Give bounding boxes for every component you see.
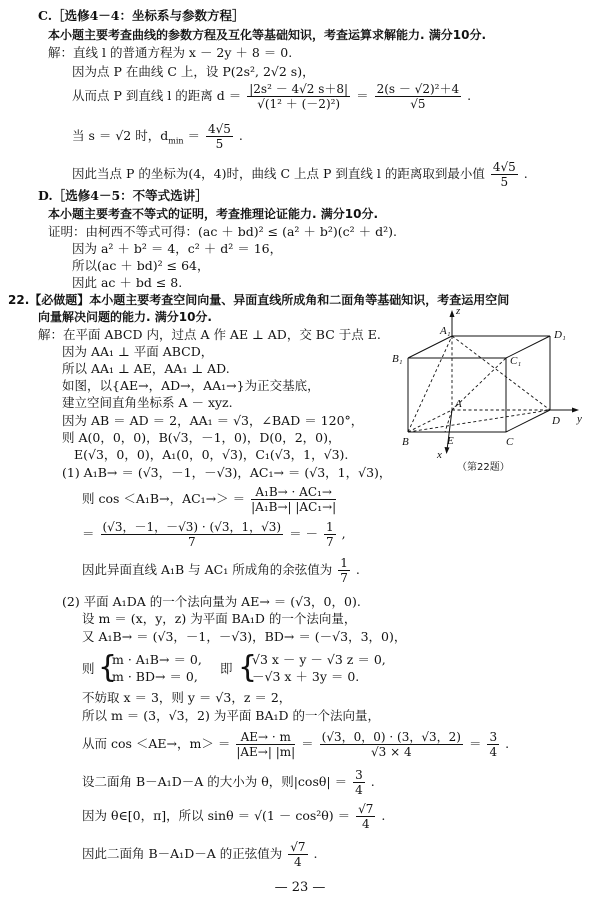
cos-fraction-3 (236, 730, 295, 759)
frac-denominator: 7 (340, 571, 348, 585)
dmin-lead: 当 s ＝ √2 时，d (72, 128, 169, 143)
frac-numerator: A₁B→ · AC₁→ (251, 485, 336, 500)
solution-line-2: 因为 AA₁ ⊥ 平面 ABCD， (62, 344, 214, 359)
frac-denominator: |AE→| |m| (236, 745, 296, 759)
final-conclusion (82, 840, 317, 869)
cos-lead: 从而 cos ＜AE→，m＞ ＝ (82, 736, 231, 751)
cos-fraction-2 (101, 520, 284, 549)
system-lead: 则 (82, 661, 95, 676)
period: . (355, 562, 360, 577)
solution-line-4: 如图，以{AE→，AD→，AA₁→}为正交基底， (62, 378, 320, 393)
part2-line-5: 所以 m ＝ (3，√3，2) 为平面 BA₁D 的一个法向量， (82, 708, 381, 723)
label-d1: D₁ (554, 329, 566, 341)
frac-denominator: 7 (326, 535, 334, 549)
label-y: y (577, 413, 582, 425)
conclusion-text: 因此当点 P 的坐标为(4，4)时，曲线 C 上点 P 到直线 l 的距离取到最小值 (72, 166, 485, 181)
frac-numerator: √7 (290, 840, 306, 854)
period: . (523, 166, 528, 181)
frac-denominator: 4 (489, 745, 498, 759)
label-z: z (456, 305, 461, 317)
theta-text: 设二面角 B－A₁D－A 的大小为 θ，则|cosθ| ＝ (82, 774, 348, 789)
period: . (381, 808, 386, 823)
cos-fraction-4 (320, 730, 463, 759)
system-right-eq-1: √3 x － y － √3 z ＝ 0, (252, 652, 386, 667)
label-a1: A₁ (440, 325, 451, 337)
frac-numerator: 2(s － √2)²＋4 (376, 82, 460, 96)
skew-line-conclusion (82, 556, 360, 585)
min-subscript: min (168, 136, 184, 146)
system-namely: 即 (220, 661, 233, 676)
system-left-eq-2: m · BD→ ＝ 0, (112, 669, 198, 684)
dmin-fraction (206, 122, 233, 151)
system-right-eq-2: －√3 x ＋ 3y ＝ 0. (252, 669, 360, 684)
sin-fraction (356, 802, 375, 831)
label-b1: B₁ (392, 353, 403, 365)
section-d-intro: 本小题主要考查不等式的证明，考查推理论证能力. 满分10分. (48, 207, 378, 221)
frac-numerator: 1 (340, 556, 348, 570)
label-d: D (552, 415, 560, 427)
final-fraction (288, 840, 307, 869)
label-b: B (402, 436, 409, 448)
period: . (505, 736, 510, 751)
section-c-conclusion (72, 160, 528, 189)
section-d-title: D.［选修4－5：不等式选讲］ (38, 188, 208, 203)
frac-numerator: |2s² － 4√2 s＋8| (249, 82, 349, 96)
frac-denominator: 5 (215, 137, 224, 151)
cos-result-fraction (487, 730, 499, 759)
solution-line-8: E(√3，0，0)，A₁(0，0，√3)，C₁(√3，1，√3). (74, 447, 349, 462)
frac-numerator: AE→ · m (236, 730, 295, 745)
cos-formula-3 (82, 730, 509, 759)
frac-numerator: 4√5 (208, 122, 231, 136)
distance-fraction-1 (247, 82, 350, 111)
label-c1: C₁ (510, 355, 522, 367)
skew-text: 因此异面直线 A₁B 与 AC₁ 所成角的余弦值为 (82, 562, 333, 577)
label-e: E (447, 435, 454, 447)
left-brace-icon: { (238, 650, 258, 685)
edge-b1-a1 (408, 336, 452, 358)
period: . (313, 846, 318, 861)
label-x: x (437, 449, 442, 461)
equals: ＝ (301, 736, 314, 751)
solution-line-6: 因为 AB ＝ AD ＝ 2，AA₁ ＝ √3，∠BAD ＝ 120°， (62, 413, 364, 428)
cos-formula-2 (82, 520, 346, 549)
equals: ＝ (187, 128, 201, 143)
section-d-line-3: 所以(ac ＋ bd)² ≤ 64， (72, 258, 210, 273)
section-c-line-2: 因为点 P 在曲线 C 上，设 P(2s², 2√2 s)， (72, 64, 315, 79)
frac-denominator: √3 × 4 (371, 745, 412, 759)
frac-numerator: (√3，0，0) · (3，√3，2) (321, 730, 461, 744)
frac-denominator: 4 (355, 783, 363, 797)
frac-numerator: 3 (489, 730, 498, 744)
sin-text: 因为 θ∈[0，π]，所以 sinθ ＝ √(1 － cos²θ) ＝ (82, 808, 351, 823)
solution-line-3: 所以 AA₁ ⊥ AE，AA₁ ⊥ AD. (62, 361, 230, 376)
section-d-line-1: 证明：由柯西不等式可得：(ac ＋ bd)² ≤ (a² ＋ b²)(c² ＋ d²). (48, 224, 397, 239)
solution-line-5: 建立空间直角坐标系 A － xyz. (62, 395, 233, 410)
equals: ＝ (468, 736, 482, 751)
label-c: C (506, 436, 514, 448)
z-arrow-icon (450, 310, 455, 317)
solution-line-7: 则 A(0，0，0)，B(√3，－1，0)，D(0，2，0)， (62, 430, 341, 445)
sin-line (82, 802, 385, 831)
period: . (467, 88, 472, 103)
frac-denominator: |A₁B→| |AC₁→| (251, 500, 337, 514)
part2-line-1: (2) 平面 A₁DA 的一个法向量为 AE→ ＝ (√3，0，0). (62, 594, 361, 609)
left-brace-icon: { (98, 650, 118, 685)
cos-lead: 则 cos ＜A₁B→，AC₁→＞ ＝ (82, 491, 246, 506)
part2-line-2: 设 m ＝ (x，y，z) 为平面 BA₁D 的一个法向量， (82, 611, 357, 626)
distance-lead: 从而点 P 到直线 l 的距离 d ＝ (72, 88, 242, 103)
frac-denominator: 4 (294, 855, 302, 869)
segment-b-a1 (408, 336, 452, 432)
section-c-intro: 本小题主要考查曲线的参数方程及互化等基础知识，考查运算求解能力. 满分10分. (48, 28, 486, 42)
system-left-eq-1: m · A₁B→ ＝ 0, (112, 652, 202, 667)
section-d-line-2: 因为 a² ＋ b² ＝ 4，c² ＋ d² ＝ 16， (72, 241, 283, 256)
part2-line-4: 不妨取 x ＝ 3，则 y ＝ √3，z ＝ 2， (82, 690, 292, 705)
section-c-distance-formula (72, 82, 471, 111)
theta-line (82, 768, 375, 797)
x-arrow-icon (445, 447, 450, 454)
section-c-dmin-line (72, 122, 243, 151)
segment-a1-d (452, 336, 550, 410)
solution-line-9: (1) A₁B→ ＝ (√3，－1，－√3)，AC₁→ ＝ (√3，1，√3)， (62, 465, 392, 480)
equals: ＝ (82, 526, 95, 541)
label-a: A (455, 398, 462, 410)
section-c-title: C.［选修4－4：坐标系与参数方程］ (38, 8, 245, 23)
y-arrow-icon (572, 408, 579, 413)
frac-numerator: 1 (326, 520, 334, 534)
frac-numerator: 4√5 (492, 160, 516, 174)
cos-fraction-1 (251, 485, 336, 514)
frac-denominator: 5 (500, 175, 509, 189)
theta-fraction (353, 768, 365, 797)
frac-denominator: 7 (187, 535, 196, 549)
frac-numerator: √7 (358, 802, 374, 816)
distance-fraction-2 (375, 82, 462, 111)
equals-minus: ＝ － (289, 526, 319, 541)
equals: ＝ (356, 88, 369, 103)
frac-numerator: (√3，－1，－√3) · (√3，1，√3) (102, 520, 282, 534)
solution-line-1: 解：在平面 ABCD 内，过点 A 作 AE ⊥ AD，交 BC 于点 E. (38, 327, 381, 342)
section-c-line-1: 解：直线 l 的普通方程为 x － 2y ＋ 8 ＝ 0. (48, 45, 293, 60)
problem-22-title-cont: 向量解决问题的能力. 满分10分. (38, 310, 212, 324)
problem-22-title: 22.【必做题】本小题主要考查空间向量、异面直线所成角和二面角等基础知识，考查运用空间 (8, 293, 510, 307)
comma: , (341, 526, 346, 541)
frac-denominator: √5 (410, 97, 426, 111)
frac-denominator: √(1² ＋ (－2)²) (257, 97, 341, 111)
conclusion-fraction (491, 160, 518, 189)
period: . (238, 128, 243, 143)
skew-fraction (338, 556, 350, 585)
section-d-line-4: 因此 ac ＋ bd ≤ 8. (72, 275, 183, 290)
final-text: 因此二面角 B－A₁D－A 的正弦值为 (82, 846, 283, 861)
frac-numerator: 3 (355, 768, 363, 782)
cos-result-fraction (324, 520, 336, 549)
period: . (370, 774, 375, 789)
cos-formula-1 (82, 485, 338, 514)
prism-figure (385, 300, 595, 480)
figure-caption: （第22题） (457, 462, 510, 473)
part2-line-3: 又 A₁B→ ＝ (√3，－1，－√3)，BD→ ＝ (－√3，3，0)， (82, 629, 407, 644)
frac-denominator: 4 (361, 817, 370, 831)
page-number: — 23 — (274, 880, 326, 895)
